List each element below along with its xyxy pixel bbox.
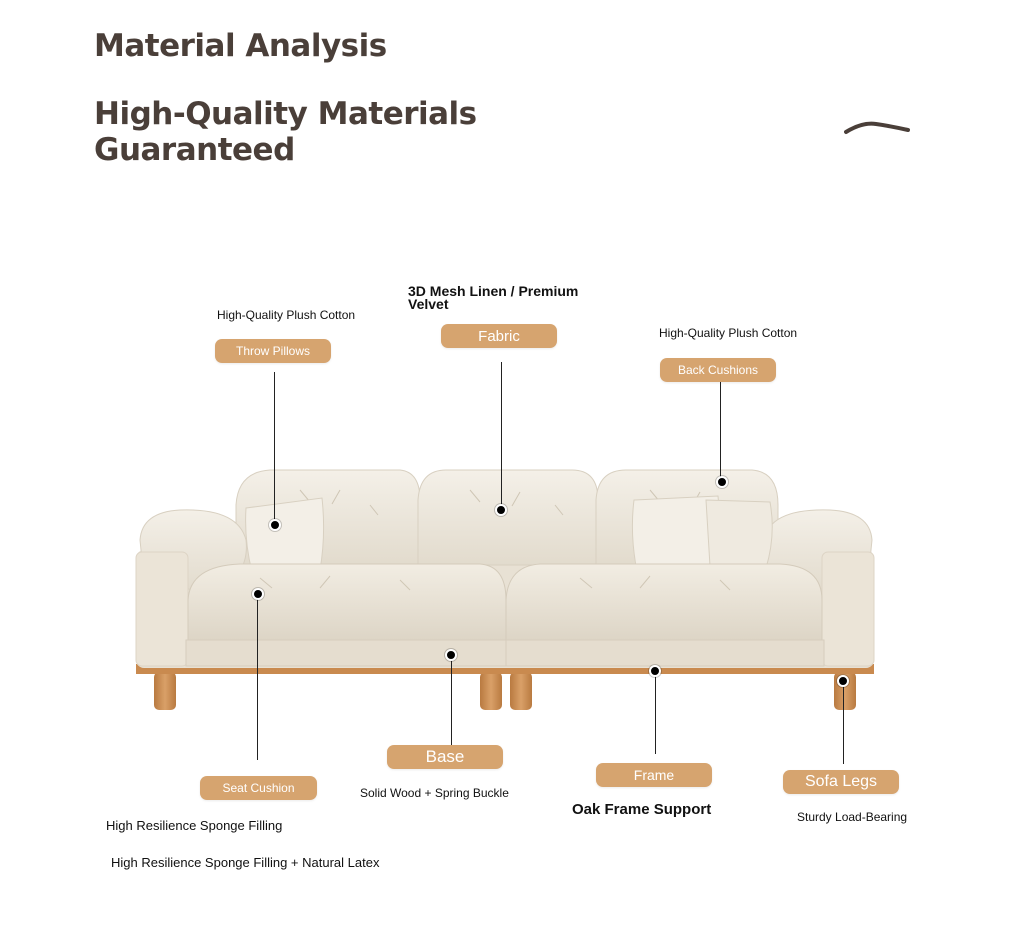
sofa-leg [510,672,532,710]
section-subtitle: High-Quality Materials Guaranteed [94,96,477,168]
marker-dot-base [445,649,457,661]
marker-dot-back-cushions [716,476,728,488]
seat-cushion-left [188,564,506,640]
marker-dot-frame [649,665,661,677]
throw-pillow-left [246,498,324,572]
leader-line-base [451,655,452,745]
marker-dot-seat-cushion [252,588,264,600]
throw-pillows-label: Throw Pillows [215,339,331,363]
leader-line-throw-pillows [274,372,275,524]
seat-cushion-label: Seat Cushion [200,776,317,800]
fabric-label: Fabric [441,324,557,348]
leader-line-seat-cushion [257,594,258,760]
sofa-legs-label: Sofa Legs [783,770,899,794]
frame-desc: Oak Frame Support [572,801,712,818]
sofa-leg [154,672,176,710]
marker-dot-sofa-legs [837,675,849,687]
seat-cushion-right [506,564,822,640]
back-cushions-desc: High-Quality Plush Cotton [659,326,798,340]
base-desc: Solid Wood + Spring Buckle [360,786,509,800]
base-label: Base [387,745,503,769]
fabric-desc: 3D Mesh Linen / Premium Velvet [408,283,579,312]
seat-cushion-desc-latex: High Resilience Sponge Filling + Natural Latex [111,855,380,870]
throw-pillow-right-back [706,500,772,568]
leader-line-back-cushions [720,382,721,482]
back-cushion-mid [418,470,598,565]
marker-dot-throw-pillows [269,519,281,531]
marker-dot-fabric [495,504,507,516]
frame-label: Frame [596,763,712,787]
leader-line-sofa-legs [843,682,844,764]
leader-line-frame [655,672,656,754]
leader-line-fabric [501,362,502,510]
throw-pillows-desc: High-Quality Plush Cotton [217,308,356,322]
back-cushions-label: Back Cushions [660,358,776,382]
section-title: Material Analysis [94,28,387,64]
sofa-leg [480,672,502,710]
seat-cushion-desc: High Resilience Sponge Filling [106,818,283,833]
sofa-legs-desc: Sturdy Load-Bearing [797,810,908,824]
